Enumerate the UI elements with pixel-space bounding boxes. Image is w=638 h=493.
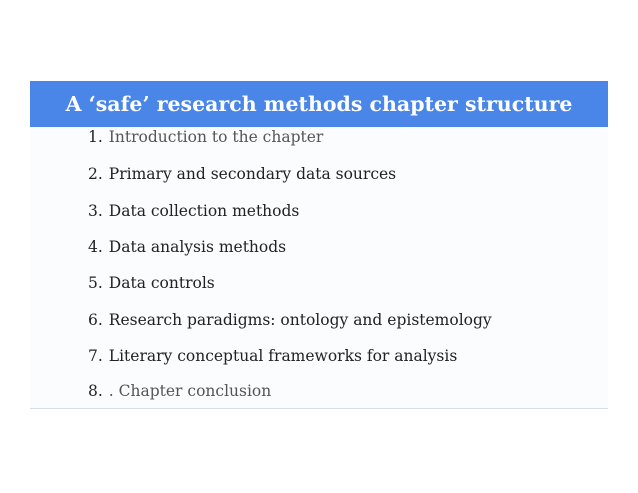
list-item-1 bbox=[88, 127, 323, 147]
list-item-number: 7. bbox=[88, 347, 103, 365]
list-item-4 bbox=[88, 237, 286, 257]
list-item-text: Data analysis methods bbox=[108, 238, 287, 256]
list-item-number: 8. bbox=[88, 382, 103, 400]
list-item-text: Data controls bbox=[108, 274, 215, 292]
list-item-text: Primary and secondary data sources bbox=[108, 165, 397, 183]
list-item-text: Research paradigms: ontology and epistemology bbox=[108, 311, 492, 329]
list-item-number: 6. bbox=[88, 311, 103, 329]
list-item-8 bbox=[88, 381, 271, 401]
list-item-text: . Chapter conclusion bbox=[108, 382, 272, 400]
slide-title: A ‘safe’ research methods chapter structure bbox=[65, 92, 573, 116]
list-item-number: 5. bbox=[88, 274, 103, 292]
list-item-text: Data collection methods bbox=[108, 202, 300, 220]
list-item-number: 1. bbox=[88, 128, 103, 146]
list-item-number: 3. bbox=[88, 202, 103, 220]
list-item-text: Introduction to the chapter bbox=[108, 128, 324, 146]
list-item-text: Literary conceptual frameworks for analysis bbox=[108, 347, 458, 365]
content-box bbox=[30, 127, 608, 409]
list-item-6 bbox=[88, 310, 492, 330]
list-item-number: 4. bbox=[88, 238, 103, 256]
list-item-3 bbox=[88, 201, 299, 221]
list-item-7 bbox=[88, 346, 457, 366]
list-item-2 bbox=[88, 164, 396, 184]
title-bar bbox=[30, 81, 608, 127]
list-item-number: 2. bbox=[88, 165, 103, 183]
list-item-5 bbox=[88, 273, 215, 293]
